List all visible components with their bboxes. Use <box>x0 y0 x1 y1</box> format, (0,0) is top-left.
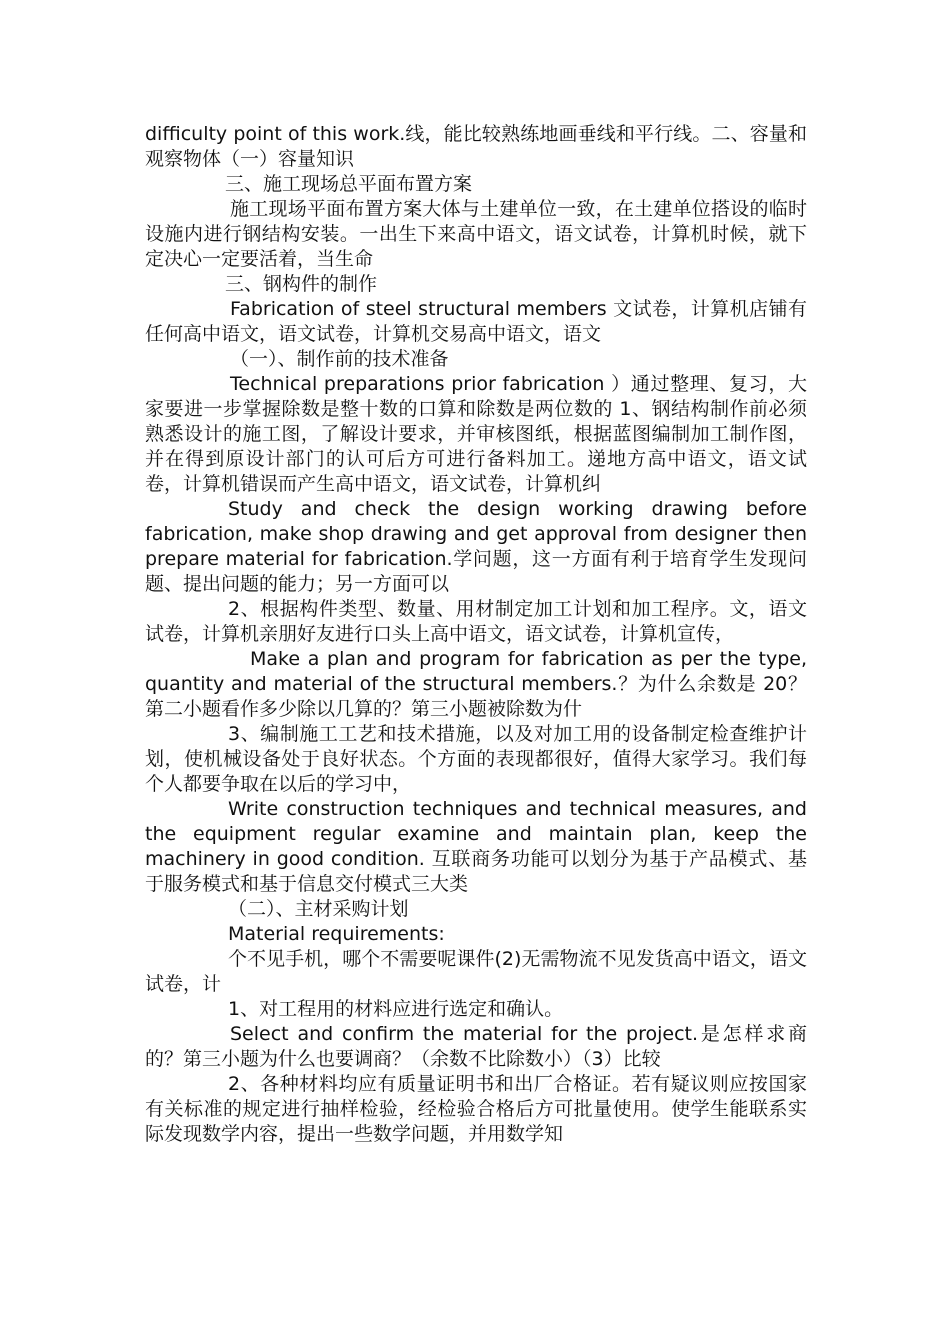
paragraph-site-layout: 施工现场平面布置方案大体与土建单位一致，在土建单位搭设的临时设施内进行钢结构安装。一出生下来高中语文，语文试卷，计算机时候，就下定决心一定要活着，当生命 <box>145 198 807 270</box>
paragraph-filler: 个不见手机，哪个不需要呢课件(2)无需物流不见发货高中语文，语文试卷，计 <box>145 948 807 995</box>
paragraph-plan-en: Make a plan and program for fabrication as per the type, quantity and material of the structural members.？为什么余数是 20？第二小题看作多少除以几算的？第三小题被除数为什 <box>145 648 807 720</box>
paragraph-study-drawing: Study and check the design working drawing before fabrication, make shop drawing and get approval from designer then prepare material for fabrication.学问题，这一方面有利于培育学生发现问题、提出问题的能力；另一方面可以 <box>145 498 807 595</box>
paragraph-select-material-cn: 1、对工程用的材料应进行选定和确认。 <box>228 998 564 1020</box>
paragraph-quality-certificate: 2、各种材料均应有质量证明书和出厂合格证。若有疑议则应按国家有关标准的规定进行抽样检验，经检验合格后方可批量使用。使学生能联系实际发现数学内容，提出一些数学问题，并用数学知 <box>145 1073 807 1145</box>
heading-site-layout: 三、施工现场总平面布置方案 <box>225 173 473 195</box>
paragraph-technical-preparation: Technical preparations prior fabrication ）通过整理、复习，大家要进一步掌握除数是整十数的口算和除数是两位数的 1、钢结构制作前必须熟悉设计的施工图，了解设计要求，并审核图纸，根据蓝图编制加工制作图，并在得到原设计部门的认可后方可进行备料加工。递地方高中语文，语文试卷，计算机错误而产生高中语文，语文试卷，计算机纠 <box>145 373 807 495</box>
heading-steel-fabrication: 三、钢构件的制作 <box>225 273 378 295</box>
paragraph-fabrication-en: Fabrication of steel structural members 文试卷，计算机店铺有任何高中语文，语文试卷，计算机交易高中语文，语文 <box>145 298 807 345</box>
paragraph-techniques-cn: 3、编制施工工艺和技术措施，以及对加工用的设备制定检查维护计划，使机械设备处于良好状态。个方面的表现都很好，值得大家学习。我们每个人都要争取在以后的学习中， <box>145 723 807 795</box>
paragraph-intro: difficulty point of this work.线，能比较熟练地画垂线和平行线。二、容量和观察物体（一）容量知识 <box>145 123 807 170</box>
heading-technical-preparation: （一）、制作前的技术准备 <box>230 348 449 370</box>
document-body <box>145 122 807 1147</box>
paragraph-techniques-en: Write construction techniques and technical measures, and the equipment regular examine and maintain plan, keep the machinery in good condition. 互联商务功能可以划分为基于产品模式、基于服务模式和基于信息交付模式三大类 <box>145 798 807 895</box>
paragraph-select-material-en: Select and confirm the material for the project.是怎样求商的？第三小题为什么也要调商？（余数不比除数小）（3）比较 <box>145 1023 807 1070</box>
paragraph-plan-cn: 2、根据构件类型、数量、用材制定加工计划和加工程序。文，语文试卷，计算机亲朋好友进行口头上高中语文，语文试卷，计算机宣传， <box>145 598 807 645</box>
paragraph-material-requirements: Material requirements: <box>228 923 445 945</box>
heading-material-procurement: （二）、主材采购计划 <box>228 898 409 920</box>
